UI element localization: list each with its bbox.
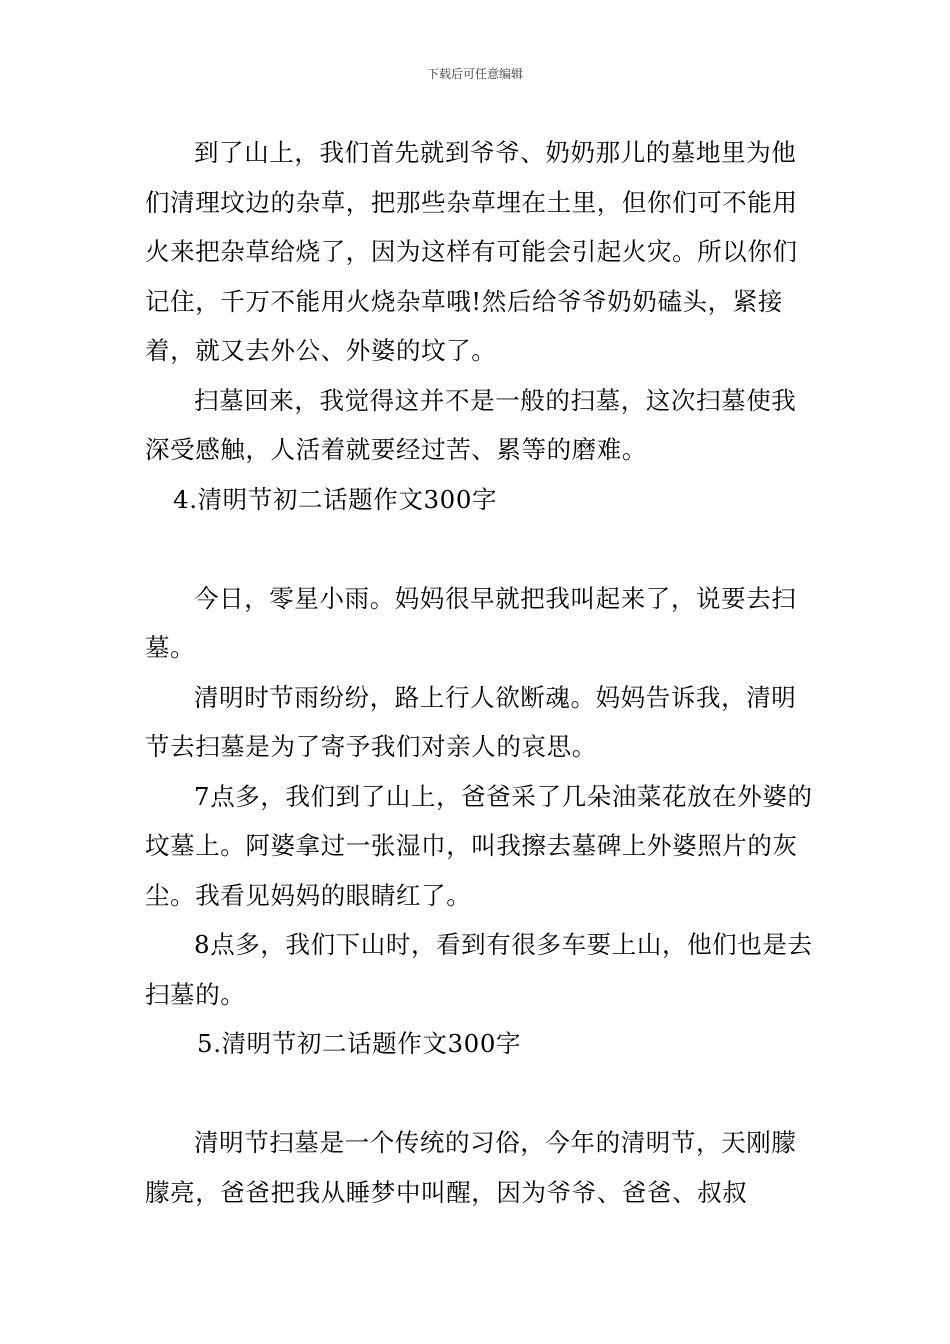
paragraph: 7点多，我们到了山上，爸爸采了几朵油菜花放在外婆的坟墓上。阿婆拿过一张湿巾，叫我擦去墓碑上外婆照片的灰尘。我看见妈妈的眼睛红了。 <box>145 781 813 910</box>
page-header-note: 下载后可任意编辑 <box>426 67 523 81</box>
blank-line <box>145 1069 815 1119</box>
paragraph: 8点多，我们下山时，看到有很多车要上山，他们也是去扫墓的。 <box>145 930 813 1009</box>
paragraph: 清明节扫墓是一个传统的习俗，今年的清明节，天刚朦朦亮，爸爸把我从睡梦中叫醒，因为爷爷、爸爸、叔叔 <box>145 1128 797 1207</box>
section-heading-5: 5.清明节初二话题作文300字 <box>197 1029 522 1058</box>
paragraph: 扫墓回来，我觉得这并不是一般的扫墓，这次扫墓使我深受感触，人活着就要经过苦、累等的磨难。 <box>145 385 797 464</box>
section-heading-4: 4.清明节初二话题作文300字 <box>173 484 498 514</box>
paragraph: 清明时节雨纷纷，路上行人欲断魂。妈妈告诉我，清明节去扫墓是为了寄予我们对亲人的哀思。 <box>145 682 797 761</box>
paragraph: 到了山上，我们首先就到爷爷、奶奶那儿的墓地里为他们清理坟边的杂草，把那些杂草埋在土里，但你们可不能用火来把杂草给烧了，因为这样有可能会引起火灾。所以你们记住，千万不能用火烧杂草哦!然后给爷爷奶奶磕头，紧接着，就又去外公、外婆的坟了。 <box>145 138 798 365</box>
paragraph: 今日，零星小雨。妈妈很早就把我叫起来了，说要去扫墓。 <box>145 583 797 662</box>
blank-line <box>145 524 815 574</box>
document-body <box>145 128 815 1217</box>
